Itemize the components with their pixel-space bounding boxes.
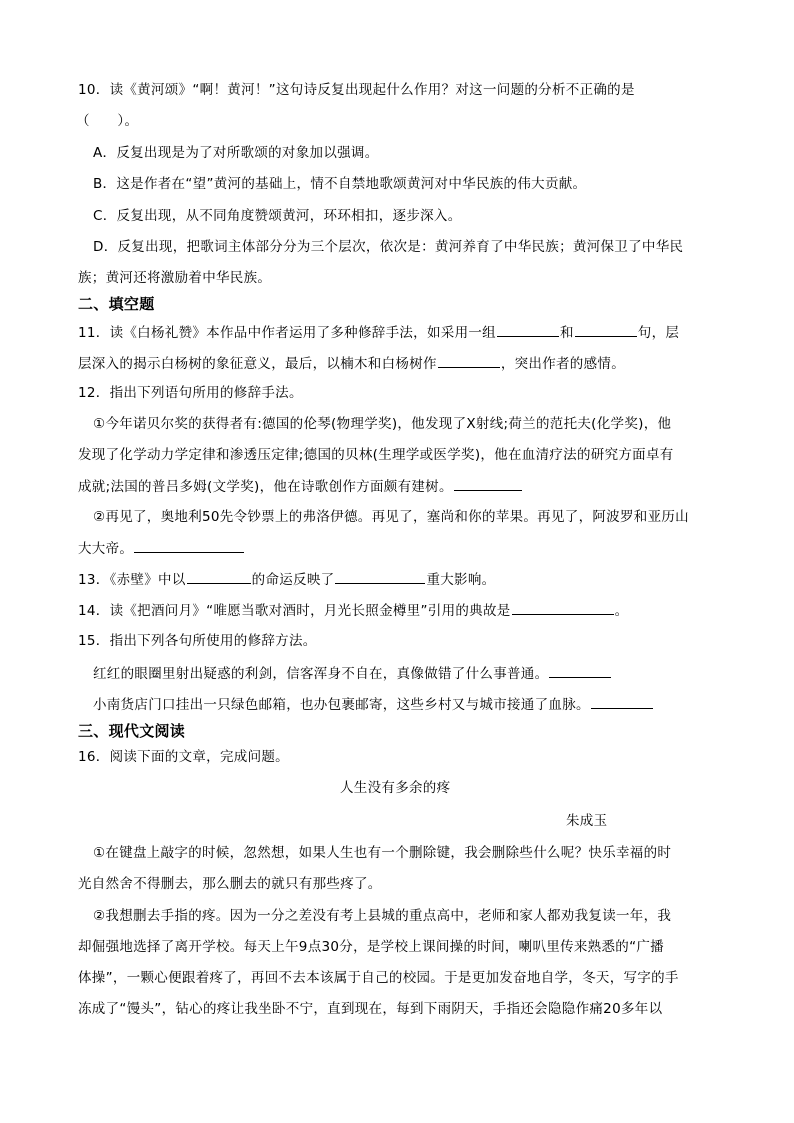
article-p2-line3: 体操”，一颗心便跟着疼了，再回不去本该属于自己的校园。于是更加发奋地自学，冬天，写字的手 [78,970,679,986]
q10-option-c: C．反复出现，从不同角度赞颂黄河，环环相扣，逐步深入。 [93,208,462,224]
q13-line [78,569,495,590]
q12-item1-line3 [78,476,523,497]
article-author: 朱成玉 [566,813,608,829]
q10-option-d: D．反复出现，把歌词主体部分分为三个层次，依次是：黄河养育了中华民族；黄河保卫了中华民 [93,239,684,255]
q11-text-4: 层深入的揭示白杨树的象征意义，最后，以楠木和白杨树作 [78,356,437,372]
q12-item2-line2 [78,538,245,559]
q12-blank-2[interactable] [134,538,244,553]
q13-text-1: 13．《赤壁》中以 [78,572,186,588]
q11-blank-1[interactable] [497,322,559,337]
q11-line1 [78,322,679,343]
q12-item2-text: 大大帝。 [78,541,134,557]
q11-text-3: 句，层 [637,325,680,341]
q11-blank-3[interactable] [438,353,500,368]
q13-blank-2[interactable] [335,569,425,584]
q11-text-1: 11．读《白杨礼赞》本作品中作者运用了多种修辞手法，如采用一组 [78,325,496,341]
q11-text-5: ，突出作者的感情。 [500,356,626,372]
q12-blank-1[interactable] [454,476,522,491]
q15-stem: 15．指出下列各句所使用的修辞方法。 [78,633,317,649]
section-title-fill-in: 二、填空题 [78,295,155,313]
article-title: 人生没有多余的疼 [340,780,451,796]
q15-s1-text: 红红的眼圈里射出疑惑的利剑，信客浑身不自在，真像做错了什么事普通。 [93,666,549,682]
q13-text-2: 的命运反映了 [251,572,335,588]
q14-line [78,600,628,621]
q15-blank-2[interactable] [591,694,653,709]
q11-text-2: 和 [559,325,574,341]
q15-s2-text: 小南货店门口挂出一只绿色邮箱，也办包裹邮寄，这些乡村又与城市接通了血脉。 [93,697,590,713]
q12-item1-line1: ①今年诺贝尔奖的获得者有:德国的伦琴(物理学奖)，他发现了X射线;荷兰的范托夫(化学奖)，他 [93,416,672,432]
article-p2-line2: 却倔强地选择了离开学校。每天上午9点30分，是学校上课间操的时间，喇叭里传来熟悉的“广播 [78,939,664,955]
section-title-reading: 三、现代文阅读 [78,722,186,740]
article-p1-line1: ①在键盘上敲字的时候，忽然想，如果人生也有一个删除键，我会删除些什么呢？快乐幸福的时 [93,845,672,861]
q10-option-b: B．这是作者在“望”黄河的基础上，情不自禁地歌颂黄河对中华民族的伟大贡献。 [93,176,587,192]
q10-option-d-cont: 族；黄河还将激励着中华民族。 [78,270,272,286]
q12-item1-text: 成就;法国的普吕多姆(文学奖)，他在诗歌创作方面颇有建树。 [78,479,453,495]
q15-blank-1[interactable] [549,663,611,678]
q12-item1-line2: 发现了化学动力学定律和渗透压定律;德国的贝林(生理学或医学奖)，他在血清疗法的研究方面卓有 [78,447,674,463]
q12-stem: 12．指出下列语句所用的修辞手法。 [78,385,303,401]
article-p2-line4: 冻成了“馒头”，钻心的疼让我坐卧不宁，直到现在，每到下雨阴天，手指还会隐隐作痛20多年以 [78,1001,663,1017]
article-p1-line2: 光自然舍不得删去，那么删去的就只有那些疼了。 [78,876,382,892]
q14-blank[interactable] [512,600,614,615]
q11-line2 [78,353,625,374]
q10-option-a: A．反复出现是为了对所歌颂的对象加以强调。 [93,145,379,161]
q15-sentence-1 [93,663,612,684]
q15-sentence-2 [93,694,654,715]
q13-text-3: 重大影响。 [426,572,496,588]
q12-item2-line1: ②再见了，奥地利50先令钞票上的弗洛伊德。再见了，塞尚和你的苹果。再见了，阿波罗和亚历山 [93,509,689,525]
q16-stem: 16．阅读下面的文章，完成问题。 [78,749,289,765]
q13-blank-1[interactable] [187,569,251,584]
q10-stem: 10．读《黄河颂》“啊！黄河！”这句诗反复出现起什么作用？对这一问题的分析不正确的是 [78,82,635,98]
article-p2-line1: ②我想删去手指的疼。因为一分之差没有考上县城的重点高中，老师和家人都劝我复读一年，我 [93,908,672,924]
q14-text-2: 。 [614,603,629,619]
q14-text-1: 14．读《把酒问月》“唯愿当歌对酒时，月光长照金樽里”引用的典故是 [78,603,511,619]
q10-answer-paren: （ ）。 [76,113,139,129]
q11-blank-2[interactable] [575,322,637,337]
